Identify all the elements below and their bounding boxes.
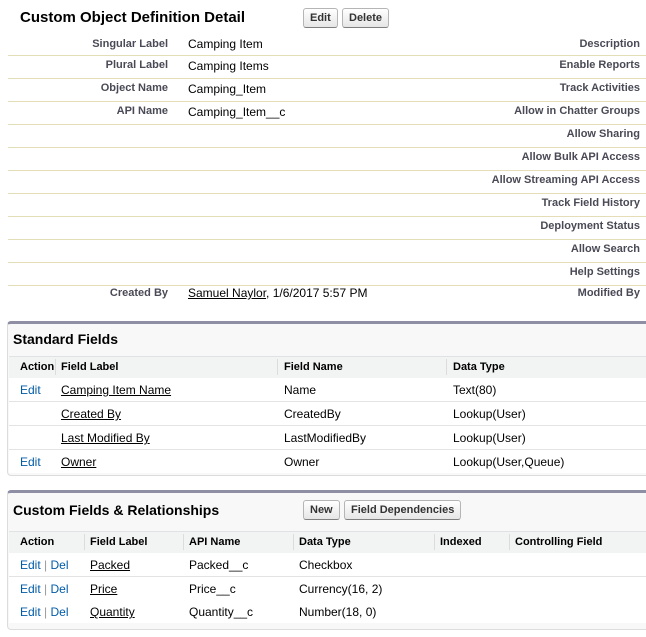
edit-button[interactable]: Edit (303, 8, 338, 28)
field-value: Camping Items (188, 59, 269, 73)
field-name: Name (284, 383, 317, 397)
field-label: Track Activities (559, 82, 640, 94)
field-label: Allow in Chatter Groups (514, 105, 640, 117)
row-edit-link[interactable]: Edit (20, 605, 41, 619)
detail-row (8, 148, 646, 171)
detail-row (8, 102, 646, 125)
column-header: Controlling Field (515, 536, 603, 548)
column-header: Field Label (61, 361, 119, 373)
api-name: Quantity__c (189, 605, 254, 619)
field-value: Camping Item (188, 37, 263, 51)
detail-row (8, 33, 646, 56)
row-del-link[interactable]: Del (50, 558, 69, 572)
field-label: Description (579, 38, 640, 50)
created-by-value (188, 286, 367, 300)
field-label: Singular Label (92, 38, 168, 50)
row-edit-link[interactable]: Edit (20, 582, 41, 596)
row-edit-link[interactable]: Edit (20, 383, 41, 397)
column-header: Field Label (90, 536, 148, 548)
field-label: Allow Sharing (566, 128, 640, 140)
api-name: Packed__c (189, 558, 249, 572)
detail-row (8, 171, 646, 194)
field-label: Help Settings (569, 266, 640, 278)
column-header: API Name (189, 536, 241, 548)
field-name: CreatedBy (284, 407, 341, 421)
row-del-link[interactable]: Del (50, 605, 69, 619)
detail-row (8, 240, 646, 263)
field-label-link[interactable]: Price (90, 582, 118, 596)
field-label-link[interactable]: Camping Item Name (61, 383, 172, 397)
row-actions (20, 558, 69, 572)
field-label-link[interactable]: Last Modified By (61, 431, 150, 445)
column-header: Field Name (284, 361, 343, 373)
detail-row (8, 79, 646, 102)
data-type: Lookup(User) (453, 407, 526, 421)
field-label: Plural Label (105, 59, 168, 71)
created-by-date: , 1/6/2017 5:57 PM (266, 286, 368, 300)
data-type: Lookup(User,Queue) (453, 455, 565, 469)
table-row (9, 577, 646, 601)
delete-button[interactable]: Delete (342, 8, 389, 28)
detail-row (8, 56, 646, 79)
api-name: Price__c (189, 582, 236, 596)
data-type: Number(18, 0) (299, 605, 377, 619)
detail-title: Custom Object Definition Detail (20, 9, 246, 26)
row-actions (20, 582, 69, 596)
detail-row (8, 217, 646, 240)
table-row (9, 378, 646, 402)
action-separator: | (44, 582, 48, 596)
column-header: Action (20, 536, 55, 548)
data-type: Text(80) (453, 383, 497, 397)
field-dependencies-button[interactable]: Field Dependencies (344, 500, 461, 520)
field-label: Track Field History (541, 197, 640, 209)
table-row (9, 600, 646, 623)
field-label-link[interactable]: Quantity (90, 605, 135, 619)
table-row (9, 426, 646, 450)
created-by-user-link[interactable]: Samuel Naylor (188, 286, 267, 300)
field-label-link[interactable]: Packed (90, 558, 131, 572)
modified-by-label: Modified By (577, 287, 640, 299)
table-row (9, 553, 646, 577)
standard-fields-title: Standard Fields (13, 331, 119, 347)
table-row (9, 450, 646, 473)
table-row (9, 402, 646, 426)
action-separator: | (44, 605, 48, 619)
new-field-button[interactable]: New (303, 500, 340, 520)
row-edit-link[interactable]: Edit (20, 558, 41, 572)
detail-row-created (8, 285, 646, 307)
field-label: Object Name (100, 82, 168, 94)
field-value: Camping_Item__c (188, 105, 286, 119)
field-label-link[interactable]: Owner (61, 455, 97, 469)
field-label: Allow Streaming API Access (491, 174, 640, 186)
field-label: Allow Bulk API Access (521, 151, 640, 163)
field-label: Enable Reports (559, 59, 640, 71)
field-label: API Name (116, 105, 168, 117)
field-name: Owner (284, 455, 320, 469)
detail-row (8, 194, 646, 217)
field-label: Allow Search (570, 243, 640, 255)
row-actions (20, 605, 69, 619)
field-value: Camping_Item (188, 82, 267, 96)
data-type: Currency(16, 2) (299, 582, 383, 596)
detail-row (8, 125, 646, 148)
standard-fields-header (9, 356, 646, 379)
action-separator: | (44, 558, 48, 572)
detail-row (8, 263, 646, 286)
custom-fields-header (9, 531, 646, 554)
created-by-label: Created By (109, 287, 168, 299)
column-header: Data Type (453, 361, 505, 373)
field-label: Deployment Status (540, 220, 640, 232)
row-edit-link[interactable]: Edit (20, 455, 41, 469)
custom-fields-title: Custom Fields & Relationships (13, 502, 220, 518)
row-del-link[interactable]: Del (50, 582, 69, 596)
column-header: Action (20, 361, 55, 373)
column-header: Indexed (440, 536, 482, 548)
data-type: Checkbox (299, 558, 353, 572)
field-label-link[interactable]: Created By (61, 407, 122, 421)
column-header: Data Type (299, 536, 351, 548)
data-type: Lookup(User) (453, 431, 526, 445)
field-name: LastModifiedBy (284, 431, 367, 445)
